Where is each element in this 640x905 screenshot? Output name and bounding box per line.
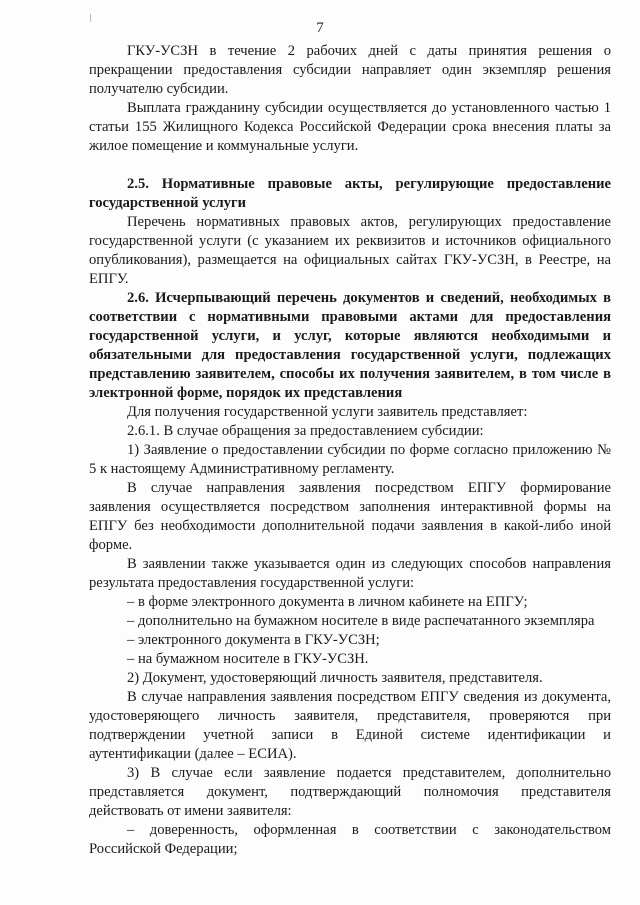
paragraph: ГКУ-УСЗН в течение 2 рабочих дней с даты принятия решения о прекращении предоставления субсидии направляет один экземпляр решения получателю субсидии. [89,43,611,97]
paragraph: 3) В случае если заявление подается представителем, дополнительно представляется документ, подтверждающий полномочия представителя действовать от имени заявителя: [89,765,611,819]
paragraph: Для получения государственной услуги заявитель представляет: [127,404,528,420]
paragraph: В заявлении также указывается один из следующих способов направления результата предоставления государственной услуги: [89,556,611,591]
page-number: 7 [316,20,324,36]
list-item: – в форме электронного документа в личном кабинете на ЕПГУ; [127,594,528,610]
list-item: – доверенность, оформленная в соответствии с законодательством Российской Федерации; [89,822,611,857]
section-heading: 2.6. Исчерпывающий перечень документов и сведений, необходимых в соответствии с нормативными правовыми актами для предоставления государственной услуги, и услуг, которые являются необходимыми и обязательными для предоставления государственной услуги, подлежащих представлению заявителем, способы их получения заявителем, в том числе в электронной форме, порядок их представления [89,290,611,401]
document-body [89,42,611,859]
paragraph: 1) Заявление о предоставлении субсидии по форме согласно приложению № 5 к настоящему Административному регламенту. [89,442,611,477]
paragraph: В случае направления заявления посредством ЕПГУ формирование заявления осуществляется посредством заполнения интерактивной формы на ЕПГУ без необходимости дополнительной подачи заявления в какой-либо иной форме. [89,480,611,553]
paragraph: Перечень нормативных правовых актов, регулирующих предоставление государственной услуги (с указанием их реквизитов и источников официального опубликования), размещается на официальных сайтах ГКУ-УСЗН, в Реестре, на ЕПГУ. [89,214,611,287]
paragraph: 2.6.1. В случае обращения за предоставлением субсидии: [127,423,484,439]
section-heading: 2.5. Нормативные правовые акты, регулирующие предоставление государственной услуги [89,176,611,211]
list-item: – дополнительно на бумажном носителе в виде распечатанного экземпляра [127,613,595,629]
list-item: – электронного документа в ГКУ-УСЗН; [127,632,380,648]
list-item: – на бумажном носителе в ГКУ-УСЗН. [127,651,369,667]
paragraph: В случае направления заявления посредством ЕПГУ сведения из документа, удостоверяющего личность заявителя, представителя, проверяются при подтверждении учетной записи в Единой системе идентификации и аутентификации (далее – ЕСИА). [89,689,611,762]
paragraph: 2) Документ, удостоверяющий личность заявителя, представителя. [127,670,543,686]
paragraph: Выплата гражданину субсидии осуществляется до установленного частью 1 статьи 155 Жилищного Кодекса Российской Федерации срока внесения платы за жилое помещение и коммунальные услуги. [89,100,611,154]
